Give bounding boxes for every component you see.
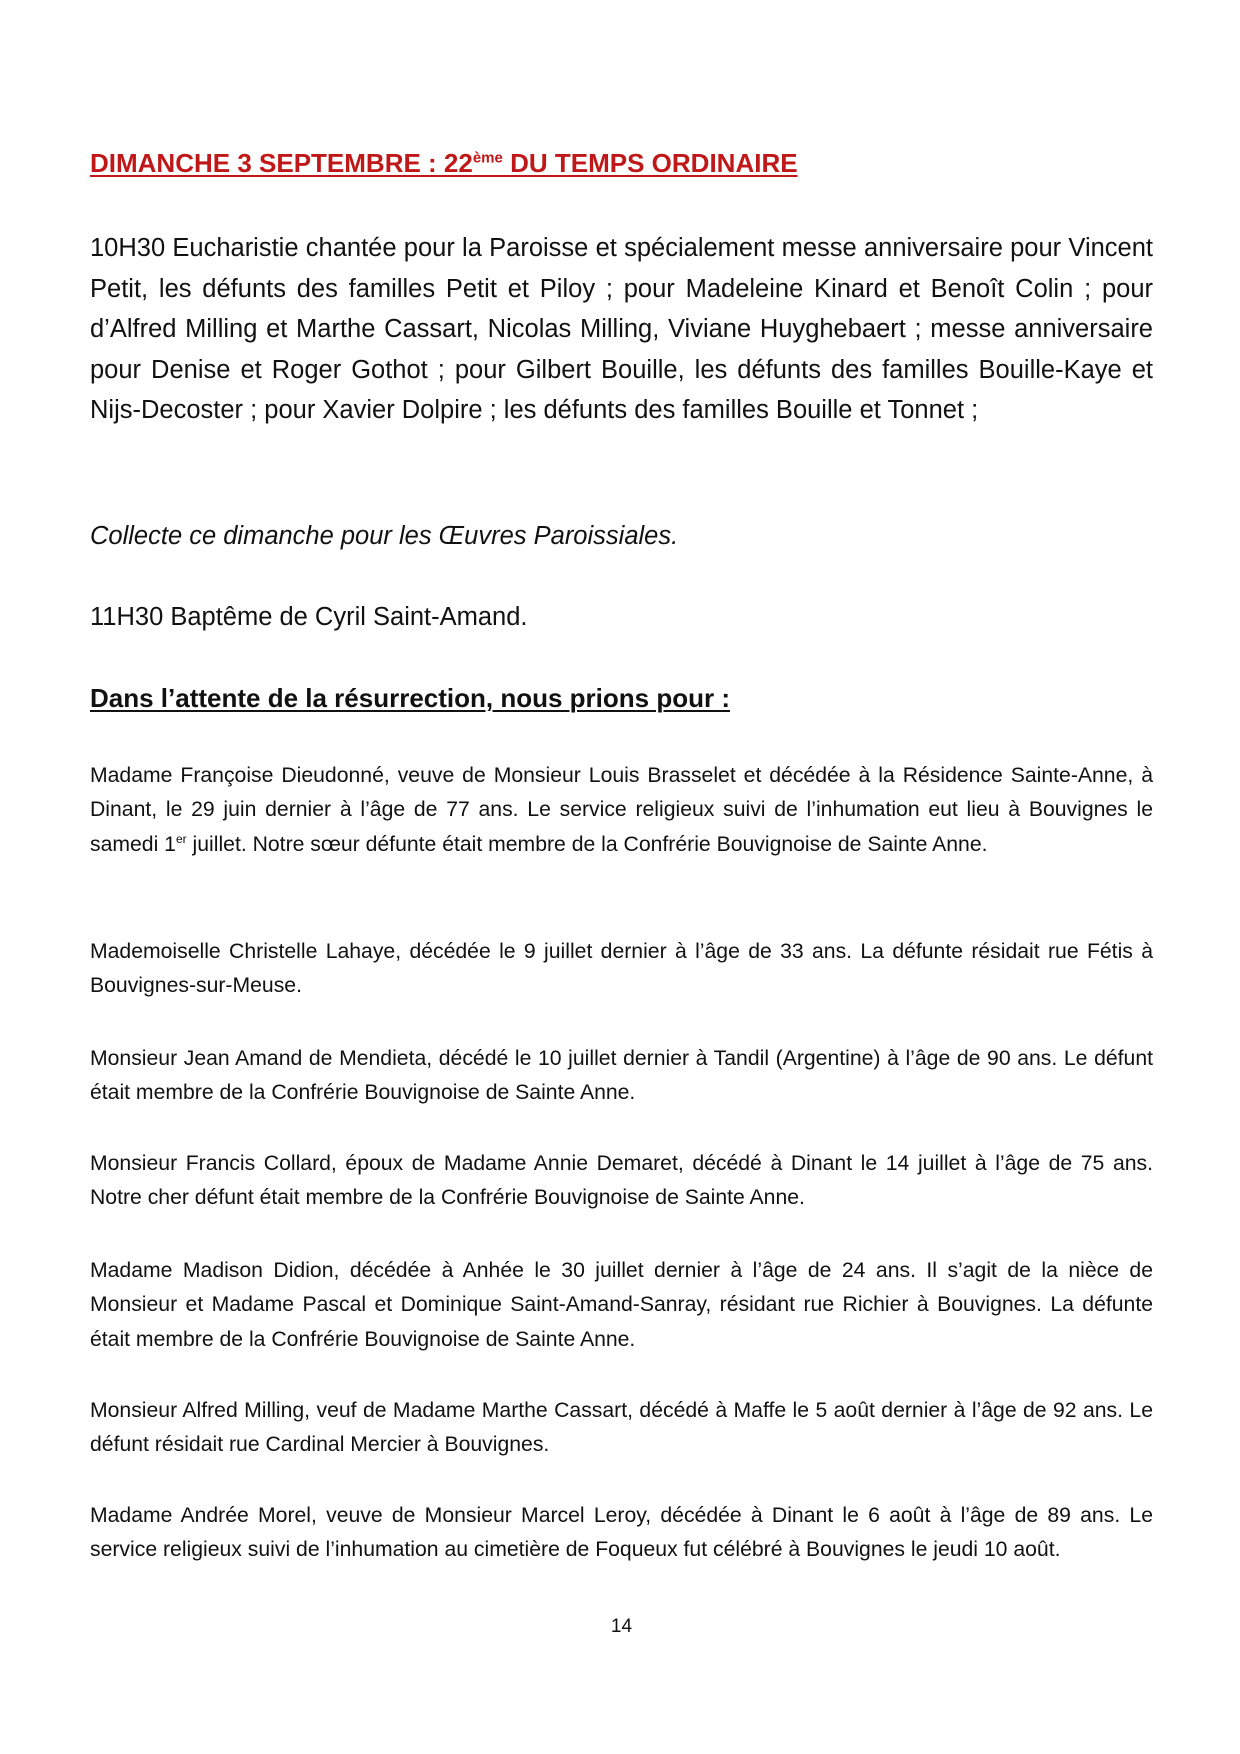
obituary-entry: [90, 759, 1153, 862]
obituary-entry: Mademoiselle Christelle Lahaye, décédée le 9 juillet dernier à l’âge de 33 ans. La défunte résidait rue Fétis à Bouvignes-sur-Meuse.: [90, 940, 1153, 998]
bapteme-notice: 11H30 Baptême de Cyril Saint-Amand.: [90, 603, 528, 631]
obituary-entry: Madame Madison Didion, décédée à Anhée le 30 juillet dernier à l’âge de 24 ans. Il s’agit de la nièce de Monsieur et Madame Pascal et Dominique Saint-Amand-Sanray, résidant rue Richier à Bouvignes. La défunte était membre de la Confrérie Bouvignoise de Sainte Anne.: [90, 1259, 1153, 1351]
document-page: [90, 0, 1153, 1754]
sunday-heading-main: DIMANCHE 3 SEPTEMBRE : 22: [90, 148, 473, 178]
page-number: 14: [610, 1616, 633, 1637]
obituary-entry-ordinal-suffix: er: [175, 831, 187, 846]
obituary-entry-text: Madame Françoise Dieudonné, veuve de Monsieur Louis Brasselet et décédée à la Résidence Sainte-Anne, à Dinant, le 29 juin dernier à l’âge de 77 ans. Le service religieux suivi de l’inhumation eut lieu à Bouvignes le samedi 1: [90, 764, 1153, 856]
obituary-entry-text-rest: juillet. Notre sœur défunte était membre de la Confrérie Bouvignoise de Sainte Anne.: [186, 832, 988, 856]
obituary-entry: Monsieur Francis Collard, époux de Madame Annie Demaret, décédé à Dinant le 14 juillet à l’âge de 75 ans. Notre cher défunt était membre de la Confrérie Bouvignoise de Sainte Anne.: [90, 1152, 1153, 1210]
obituary-entry: Monsieur Alfred Milling, veuf de Madame Marthe Cassart, décédé à Maffe le 5 août dernier à l’âge de 92 ans. Le défunt résidait rue Cardinal Mercier à Bouvignes.: [90, 1399, 1153, 1457]
mass-intentions-paragraph: 10H30 Eucharistie chantée pour la Paroisse et spécialement messe anniversaire pour Vincent Petit, les défunts des familles Petit et Piloy ; pour Madeleine Kinard et Benoît Colin ; pour d’Alfred Milling et Marthe Cassart, Nicolas Milling, Viviane Huyghebaert ; messe anniversaire pour Denise et Roger Gothot ; pour Gilbert Bouille, les défunts des familles Bouille-Kaye et Nijs-Decoster ; pour Xavier Dolpire ; les défunts des familles Bouille et Tonnet ;: [90, 234, 1153, 424]
obituary-entry: Madame Andrée Morel, veuve de Monsieur Marcel Leroy, décédée à Dinant le 6 août à l’âge de 89 ans. Le service religieux suivi de l’inhumation au cimetière de Foqueux fut célébré à Bouvignes le jeudi 10 août.: [90, 1504, 1153, 1562]
obituary-heading: Dans l’attente de la résurrection, nous prions pour :: [90, 683, 730, 713]
obituary-entry: Monsieur Jean Amand de Mendieta, décédé le 10 juillet dernier à Tandil (Argentine) à l’âge de 90 ans. Le défunt était membre de la Confrérie Bouvignoise de Sainte Anne.: [90, 1047, 1153, 1105]
sunday-heading: [90, 148, 798, 179]
collecte-notice: Collecte ce dimanche pour les Œuvres Paroissiales.: [90, 522, 679, 550]
sunday-heading-rest: DU TEMPS ORDINAIRE: [502, 148, 798, 178]
sunday-heading-ordinal-suffix: ème: [472, 149, 503, 167]
